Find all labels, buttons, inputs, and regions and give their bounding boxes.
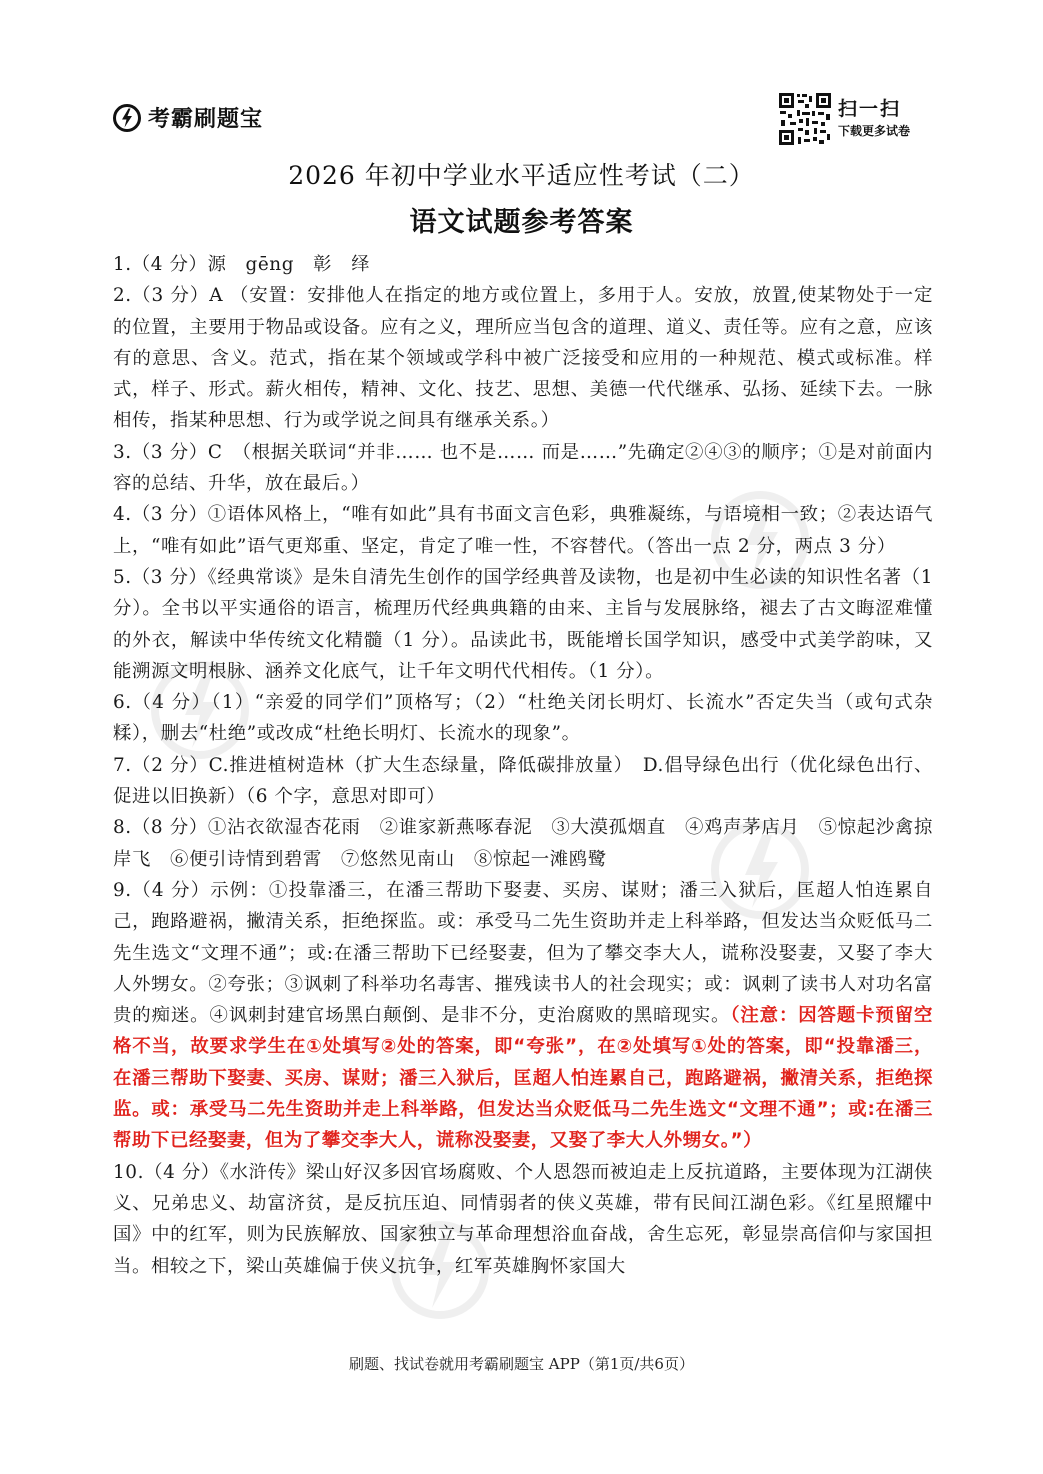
exam-title: 2026 年初中学业水平适应性考试（二） [288, 161, 755, 190]
answer-list [113, 249, 933, 1282]
answer-item: 6.（4 分）（1）“亲爱的同学们”顶格写；（2）“杜绝关闭长明灯、长流水”否定失当（或句式杂糅），删去“杜绝”或改成“杜绝长明灯、长流水的现象”。 [113, 692, 933, 745]
page-footer: 刷题、找试卷就用考霸刷题宝 APP（第1页/共6页） [349, 1355, 694, 1373]
answer-item: 8.（8 分）①沾衣欲湿杏花雨 ②谁家新燕啄春泥 ③大漠孤烟直 ④鸡声茅店月 ⑤惊起沙禽掠岸飞 ⑥便引诗情到碧霄 ⑦悠然见南山 ⑧惊起一滩鸥鹭 [113, 817, 933, 870]
answer-item: 10.（4 分）《水浒传》梁山好汉多因官场腐败、个人恩怨而被迫走上反抗道路，主要体现为江湖侠义、兄弟忠义、劫富济贫，是反抗压迫、同情弱者的侠义英雄，带有民间江湖色彩。《红星照耀中国》中的红军，则为民族解放、国家独立与革命理想浴血奋战，舍生忘死，彰显崇高信仰与家国担当。相较之下，梁山英雄偏于侠义抗争，红军英雄胸怀家国大 [113, 1161, 933, 1277]
answer-item: 4.（3 分）①语体风格上，“唯有如此”具有书面文言色彩，典雅凝练，与语境相一致；②表达语气上，“唯有如此”语气更郑重、坚定，肯定了唯一性，不容替代。（答出一点 2 分，两点 3 分） [113, 504, 933, 557]
scan-text [838, 92, 910, 140]
scan-title: 扫一扫 [838, 98, 902, 120]
answer-item: 7.（2 分）C.推进植树造林（扩大生态绿量，降低碳排放量） D.倡导绿色出行（优化绿色出行、促进以旧换新）（6 个字，意思对即可） [113, 754, 933, 808]
answer-item: 5.（3 分）《经典常谈》是朱自清先生创作的国学经典普及读物，也是初中生必读的知识性名著（1 分）。全书以平实通俗的语言，梳理历代经典典籍的由来、主旨与发展脉络，褪去了古文晦涩难懂的外衣，解读中华传统文化精髓（1 分）。品读此书，既能增长国学知识，感受中式美学韵味，又能溯源文明根脉、涵养文化底气，让千年文明代代相传。（1 分）。 [113, 566, 933, 682]
answer-item: 1.（4 分）源 gēng 彰 绎 [113, 254, 371, 275]
brand [112, 102, 263, 133]
qr-download-block [778, 92, 910, 146]
lightning-logo-icon [112, 103, 142, 133]
answer-item: 2.（3 分）A （安置：安排他人在指定的地方或位置上，多用于人。安放，放置,使某物处于一定的位置，主要用于物品或设备。应有之义，理所应当包含的道理、道义、责任等。应有之意，应该有的意思、含义。范式，指在某个领域或学科中被广泛接受和应用的一种规范、模式或标准。样式，样子、形式。薪火相传，精神、文化、技艺、思想、美德一代代继承、弘扬、延续下去。一脉相传，指某种思想、行为或学说之间具有继承关系。） [113, 285, 933, 432]
qr-code-icon [778, 92, 832, 146]
brand-name: 考霸刷题宝 [148, 107, 264, 132]
grading-note: （注意：因答题卡预留空格不当，故要求学生在①处填写②处的答案，即“夸张”，在②处填写①处的答案，即“投靠潘三，在潘三帮助下娶妻、买房、谋财；潘三入狱后，匡超人怕连累自己，跑路避祸，撇清关系，拒绝探监。或：承受马二先生资助并走上科举路，但发达当众贬低马二先生选文“文理不通”；或:在潘三帮助下已经娶妻，但为了攀交李大人，谎称没娶妻，又娶了李大人外甥女。”） [113, 1005, 933, 1152]
answer-key-title: 语文试题参考答案 [409, 207, 634, 238]
answer-text: 9.（4 分）示例：①投靠潘三，在潘三帮助下娶妻、买房、谋财；潘三入狱后，匡超人怕连累自己，跑路避祸，撇清关系，拒绝探监。或：承受马二先生资助并走上科举路，但发达当众贬低马二先生选文“文理不通”；或:在潘三帮助下已经娶妻，但为了攀交李大人，谎称没娶妻，又娶了李大人外甥女。②夸张；③讽刺了科举功名毒害、摧残读书人的社会现实；或：讽刺了读书人对功名富贵的痴迷。④讽刺封建官场黑白颠倒、是非不分，吏治腐败的黑暗现实。 [113, 879, 933, 1027]
answer-item: 3.（3 分）C （根据关联词“并非…… 也不是…… 而是……”先确定②④③的顺序；①是对前面内容的总结、升华，放在最后。） [113, 441, 933, 495]
scan-subtitle: 下载更多试卷 [838, 124, 911, 138]
answer-item-9 [113, 875, 933, 1157]
